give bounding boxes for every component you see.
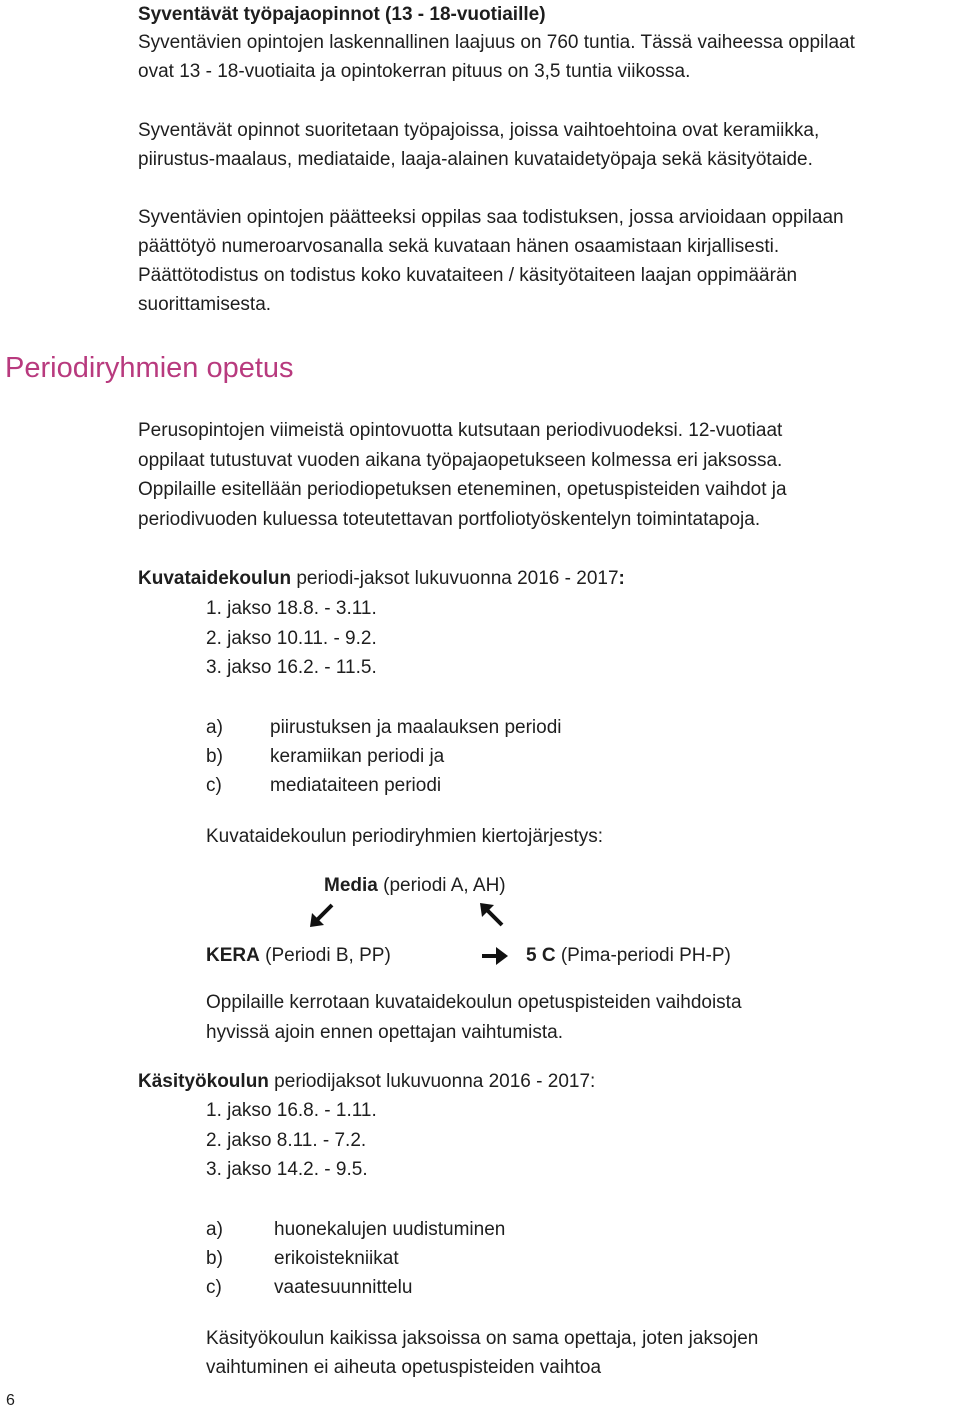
list-letter: b) xyxy=(206,746,223,767)
list-letter: a) xyxy=(206,717,223,738)
note-line: Käsityökoulun kaikissa jaksoissa on sama opettaja, joten jaksojen xyxy=(206,1328,759,1349)
list-item: huonekalujen uudistuminen xyxy=(274,1219,506,1240)
list-letter: c) xyxy=(206,1277,222,1298)
period-item: 1. jakso 16.8. - 1.11. xyxy=(206,1100,377,1121)
list-letter: c) xyxy=(206,775,222,796)
paragraph-line: Oppilaille esitellään periodiopetuksen eteneminen, opetuspisteiden vaihdot ja xyxy=(138,479,787,500)
paragraph-line: piirustus-maalaus, mediataide, laaja-alainen kuvataidetyöpaja sekä käsityötaide. xyxy=(138,149,813,170)
section-heading: Periodiryhmien opetus xyxy=(5,352,294,384)
note-line: Oppilaille kerrotaan kuvataidekoulun opetuspisteiden vaihdoista xyxy=(206,992,742,1013)
period-item: 3. jakso 14.2. - 9.5. xyxy=(206,1159,368,1180)
list-item: erikoistekniikat xyxy=(274,1248,399,1269)
media-detail: (periodi A, AH) xyxy=(377,875,506,896)
period-item: 2. jakso 8.11. - 7.2. xyxy=(206,1130,367,1151)
note-line: hyvissä ajoin ennen opettajan vaihtumista. xyxy=(206,1022,564,1043)
rotation-media xyxy=(324,871,506,900)
kuvataide-periods-heading xyxy=(138,564,625,593)
arrow-down-left-icon xyxy=(308,901,336,929)
list-letter: b) xyxy=(206,1248,223,1269)
rotation-kera xyxy=(206,941,391,970)
period-item: 1. jakso 18.8. - 3.11. xyxy=(206,598,377,619)
heading-rest: periodi-jaksot lukuvuonna 2016 - 2017 xyxy=(291,568,619,589)
paragraph-line: päättötyö numeroarvosanalla sekä kuvataan hänen osaamistaan kirjallisesti. xyxy=(138,236,780,257)
kuvataide-school-name: Kuvataidekoulun xyxy=(138,568,292,589)
paragraph-line: suorittamisesta. xyxy=(138,294,272,315)
list-letter: a) xyxy=(206,1219,223,1240)
kera-detail: (Periodi B, PP) xyxy=(259,945,391,966)
fivec-label: 5 C xyxy=(526,945,556,966)
period-item: 3. jakso 16.2. - 11.5. xyxy=(206,657,377,678)
kasityo-periods-heading xyxy=(138,1067,595,1096)
section-title-syventavat: Syventävät työpajaopinnot (13 - 18-vuotiaille) xyxy=(138,4,546,25)
kera-label: KERA xyxy=(206,945,260,966)
list-item: vaatesuunnittelu xyxy=(274,1277,413,1298)
paragraph-line: Päättötodistus on todistus koko kuvataiteen / käsityötaiteen laajan oppimäärän xyxy=(138,265,798,286)
page-number: 6 xyxy=(6,1392,15,1409)
paragraph-line: oppilaat tutustuvat vuoden aikana työpajaopetukseen kolmessa eri jaksossa. xyxy=(138,450,783,471)
arrow-right-icon xyxy=(480,945,510,967)
note-line: vaihtuminen ei aiheuta opetuspisteiden vaihtoa xyxy=(206,1357,602,1378)
kasityo-school-name: Käsityökoulun xyxy=(138,1071,269,1092)
paragraph-line: Syventävien opintojen päätteeksi oppilas saa todistuksen, jossa arvioidaan oppilaan xyxy=(138,207,844,228)
list-item: keramiikan periodi ja xyxy=(270,746,445,767)
arrow-up-left-icon xyxy=(478,901,506,929)
list-item: piirustuksen ja maalauksen periodi xyxy=(270,717,562,738)
paragraph-line: Syventävät opinnot suoritetaan työpajoissa, joissa vaihtoehtoina ovat keramiikka, xyxy=(138,120,820,141)
period-item: 2. jakso 10.11. - 9.2. xyxy=(206,628,377,649)
rotation-5c xyxy=(526,941,731,970)
list-item: mediataiteen periodi xyxy=(270,775,442,796)
paragraph-line: Syventävien opintojen laskennallinen laajuus on 760 tuntia. Tässä vaiheessa oppilaat xyxy=(138,32,855,53)
heading-rest: periodijaksot lukuvuonna 2016 - 2017: xyxy=(268,1071,596,1092)
paragraph-line: ovat 13 - 18-vuotiaita ja opintokerran pituus on 3,5 tuntia viikossa. xyxy=(138,61,691,82)
media-label: Media xyxy=(324,875,378,896)
paragraph-line: Perusopintojen viimeistä opintovuotta kutsutaan periodivuodeksi. 12-vuotiaat xyxy=(138,420,783,441)
heading-colon: : xyxy=(618,568,625,589)
paragraph-line: periodivuoden kuluessa toteutettavan portfoliotyöskentelyn toimintatapoja. xyxy=(138,509,761,530)
rotation-title: Kuvataidekoulun periodiryhmien kiertojärjestys: xyxy=(206,826,604,847)
fivec-detail: (Pima-periodi PH-P) xyxy=(555,945,731,966)
